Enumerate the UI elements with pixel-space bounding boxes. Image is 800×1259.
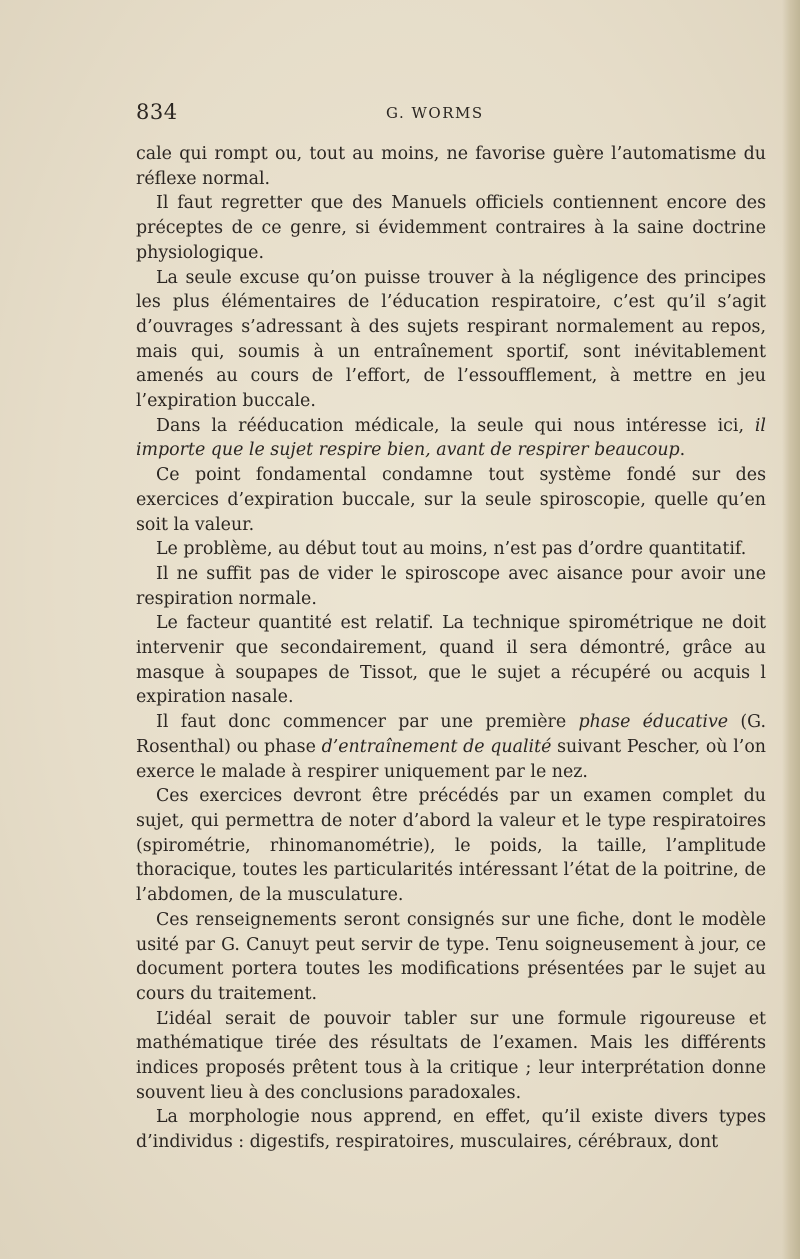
running-head [136,100,766,128]
paragraph: L’idéal serait de pouvoir tabler sur une formule rigoureuse et mathématique tirée des résultats de l’examen. Mais les différents indices proposés prêtent tous à la critique ; leur interprétation donne souvent lieu à des conclusions paradoxales. [136,1008,766,1103]
page-edge-shadow [782,0,800,1259]
page-number: 834 [136,100,178,124]
body-text [136,142,766,1155]
paragraph: La morphologie nous apprend, en effet, qu’il existe divers types d’individus : digestifs, respiratoires, musculaires, cérébraux, dont [136,1107,766,1153]
paragraph-text: Il faut donc commencer par une première [156,712,579,733]
paragraph-text: . [679,440,686,461]
paragraph [136,414,766,463]
paragraph-text: Dans la rééducation médicale, la seule qui nous intéresse ici, [156,415,755,436]
running-head-author: G. WORMS [386,104,484,122]
emphasis-text: phase éducative [578,712,729,733]
paragraph [136,710,766,784]
paragraph: Ce point fondamental condamne tout système fondé sur des exercices d’expiration buccale, sur la seule spiroscopie, quelle qu’en soit la valeur. [136,465,766,535]
emphasis-text: d’entraînement de qualité [321,736,552,757]
paragraph: Ces renseignements seront consignés sur une fiche, dont le modèle usité par G. Canuyt peut servir de type. Tenu soigneusement à jour, ce document portera toutes les modifications présentées par le sujet au cours du traitement. [136,909,766,1004]
paragraph-text: suivant Pescher, où l’on exerce le malade à respirer uniquement par le nez. [136,736,767,782]
paragraph: Il faut regretter que des Manuels officiels contiennent encore des préceptes de ce genre, si évidemment contraires à la saine doctrine physiologique. [136,193,766,263]
emphasis-text: il importe que le sujet respire bien, avant de respirer beaucoup [136,415,766,461]
paragraph-text: (G. Rosenthal) ou phase [136,712,766,757]
paragraph: Ces exercices devront être précédés par un examen complet du sujet, qui permettra de noter d’abord la valeur et le type respiratoires (spirométrie, rhinomanométrie), le poids, la taille, l’amplitude thoracique, toutes les particularités intéressant l’état de la poitrine, de l’abdomen, de la musculature. [136,786,766,906]
paragraph: Le problème, au début tout au moins, n’est pas d’ordre quantitatif. [156,539,747,560]
paragraph: Le facteur quantité est relatif. La technique spirométrique ne doit intervenir que secondairement, quand il sera démontré, grâce au masque à soupapes de Tissot, que le sujet a récupéré ou acquis l expiration nasale. [136,613,766,708]
paragraph: La seule excuse qu’on puisse trouver à la négligence des principes les plus élémentaires de l’éducation respiratoire, c’est qu’il s’agit d’ouvrages s’adressant à des sujets respirant normalement au repos, mais qui, soumis à un entraînement sportif, sont inévitablement amenés au cours de l’effort, de l’essoufflement, à mettre en jeu l’expiration buccale. [136,267,766,412]
paragraph-continuation: cale qui rompt ou, tout au moins, ne favorise guère l’automatisme du réflexe normal. [136,144,766,189]
paragraph: Il ne suffit pas de vider le spiroscope avec aisance pour avoir une respiration normale. [136,563,766,609]
